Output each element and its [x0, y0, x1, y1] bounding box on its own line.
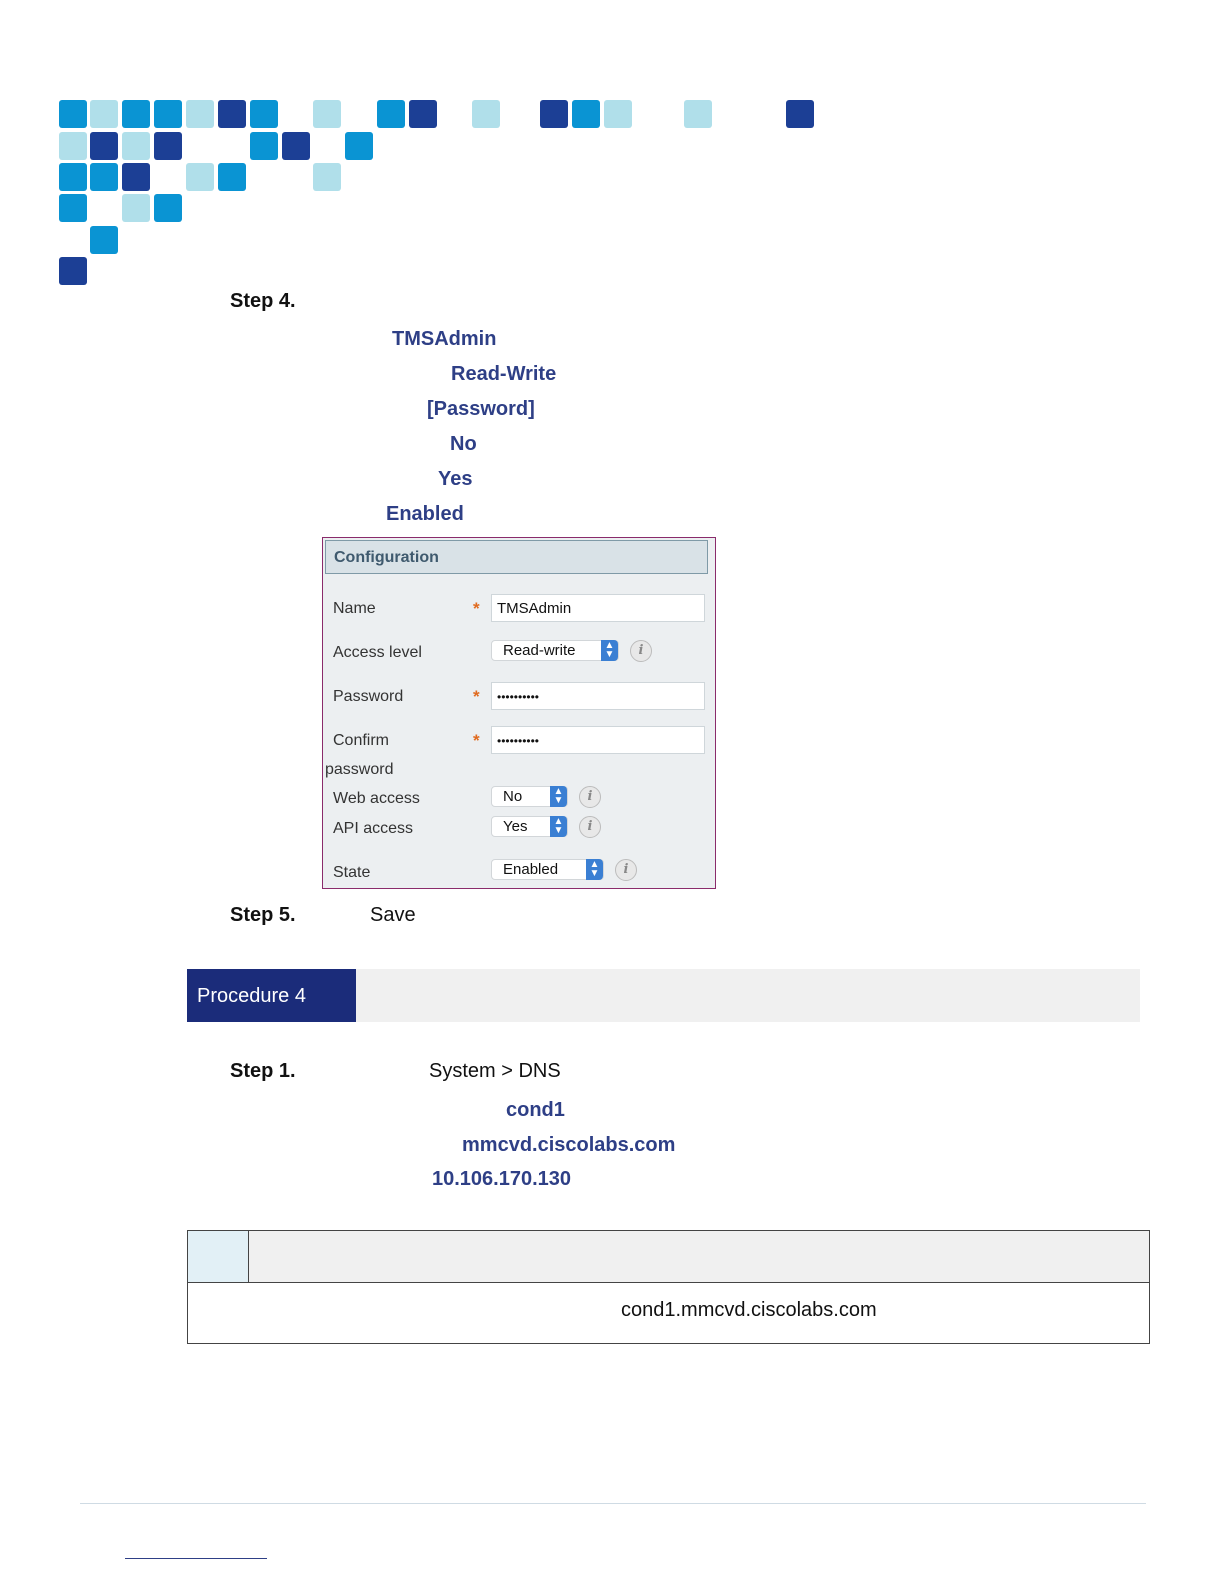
mosaic-square: [313, 100, 341, 128]
mosaic-square: [59, 132, 87, 160]
access-level-label: Access level: [333, 644, 422, 661]
confirm-required-marker: *: [473, 731, 480, 750]
mosaic-square: [218, 163, 246, 191]
step-4-label: Step 4.: [230, 290, 296, 312]
mosaic-square: [122, 132, 150, 160]
select-arrows-icon: ▲ ▼: [586, 859, 603, 880]
info-icon[interactable]: i: [579, 786, 601, 808]
step4-value-password: [Password]: [427, 398, 535, 420]
state-label: State: [333, 864, 371, 881]
select-arrows-icon: ▲ ▼: [550, 786, 567, 807]
configuration-header: [325, 540, 708, 574]
api-access-label: API access: [333, 820, 414, 837]
step-1-label: Step 1.: [230, 1060, 296, 1082]
mosaic-square: [59, 163, 87, 191]
mosaic-square: [409, 100, 437, 128]
step5-save-text: Save: [370, 904, 416, 926]
step4-value-api-access: Yes: [438, 468, 473, 490]
confirm-label-continued: password: [325, 761, 394, 778]
mosaic-square: [59, 257, 87, 285]
mosaic-square: [122, 100, 150, 128]
configuration-title: Configuration: [334, 549, 439, 566]
api-access-value: Yes: [503, 818, 528, 835]
confirm-password-input[interactable]: ••••••••••: [491, 726, 705, 754]
step1-value-hostname: cond1: [506, 1099, 565, 1121]
step1-menu-path: System > DNS: [429, 1060, 561, 1082]
name-label: Name: [333, 600, 376, 617]
mosaic-square: [250, 100, 278, 128]
mosaic-square: [154, 100, 182, 128]
mosaic-square: [59, 194, 87, 222]
mosaic-square: [540, 100, 568, 128]
mosaic-square: [218, 100, 246, 128]
confirm-label: Confirm: [333, 732, 390, 749]
step1-value-domain: mmcvd.ciscolabs.com: [462, 1134, 676, 1156]
note-header: [188, 1231, 1149, 1283]
select-arrows-icon: ▲ ▼: [601, 640, 618, 661]
step4-value-state: Enabled: [386, 503, 464, 525]
access-level-value: Read-write: [503, 642, 576, 659]
password-label: Password: [333, 688, 404, 705]
mosaic-square: [684, 100, 712, 128]
web-access-value: No: [503, 788, 523, 805]
step1-value-dns-server: 10.106.170.130: [432, 1168, 572, 1190]
password-input[interactable]: ••••••••••: [491, 682, 705, 710]
select-arrows-icon: ▲ ▼: [550, 816, 567, 837]
step4-value-access-level: Read-Write: [451, 363, 557, 385]
mosaic-square: [282, 132, 310, 160]
info-icon[interactable]: i: [615, 859, 637, 881]
procedure-tag: Procedure 4: [187, 969, 356, 1022]
note-box: [187, 1230, 1150, 1344]
step4-value-web-access: No: [450, 433, 477, 455]
name-input[interactable]: TMSAdmin: [491, 594, 705, 622]
access-level-select[interactable]: [491, 640, 619, 661]
state-value: Enabled: [503, 861, 559, 878]
note-fqdn-text: cond1.mmcvd.ciscolabs.com: [621, 1299, 877, 1321]
mosaic-square: [786, 100, 814, 128]
mosaic-square: [90, 163, 118, 191]
mosaic-square: [472, 100, 500, 128]
step4-value-name: TMSAdmin: [392, 328, 497, 350]
mosaic-square: [59, 100, 87, 128]
info-icon[interactable]: i: [630, 640, 652, 662]
mosaic-square: [186, 100, 214, 128]
mosaic-square: [122, 163, 150, 191]
mosaic-square: [572, 100, 600, 128]
name-required-marker: *: [473, 599, 480, 618]
info-icon[interactable]: i: [579, 816, 601, 838]
web-access-label: Web access: [333, 790, 420, 807]
mosaic-square: [377, 100, 405, 128]
mosaic-square: [122, 194, 150, 222]
footer-divider: [80, 1503, 1146, 1504]
api-access-select[interactable]: [491, 816, 568, 837]
mosaic-square: [90, 226, 118, 254]
mosaic-square: [154, 132, 182, 160]
mosaic-square: [154, 194, 182, 222]
note-icon-cell: [188, 1231, 249, 1282]
password-required-marker: *: [473, 687, 480, 706]
configuration-panel: [322, 537, 716, 889]
mosaic-square: [313, 163, 341, 191]
mosaic-square: [90, 100, 118, 128]
mosaic-square: [604, 100, 632, 128]
mosaic-square: [250, 132, 278, 160]
state-select[interactable]: [491, 859, 604, 880]
web-access-select[interactable]: [491, 786, 568, 807]
footer-link-underline[interactable]: [125, 1558, 267, 1559]
mosaic-square: [90, 132, 118, 160]
mosaic-square: [186, 163, 214, 191]
mosaic-square: [345, 132, 373, 160]
step-5-label: Step 5.: [230, 904, 296, 926]
